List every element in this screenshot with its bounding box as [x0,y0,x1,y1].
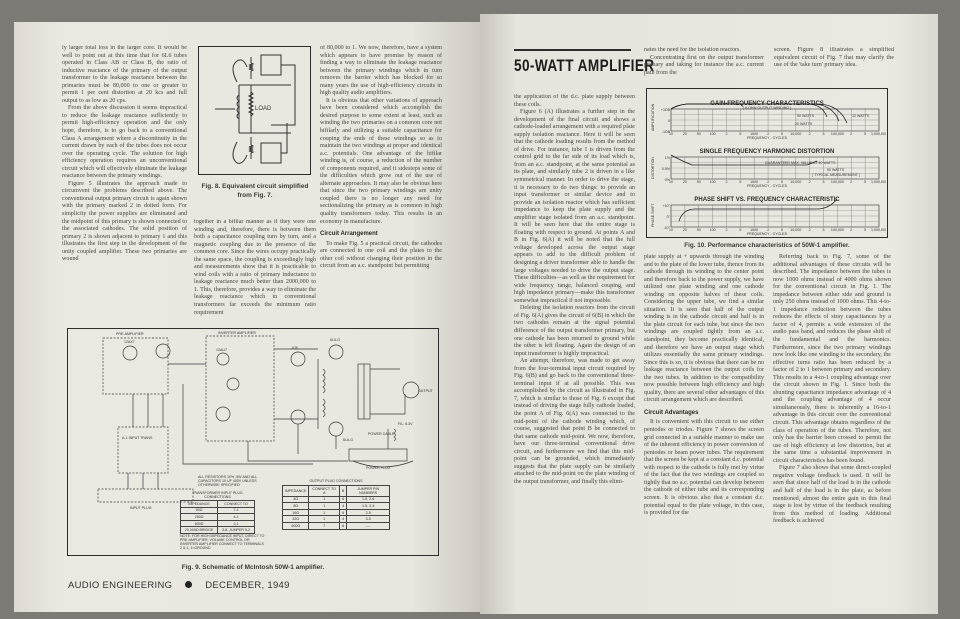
x-tick-label: 50 [696,132,701,136]
table-row [283,503,390,510]
table-header: B [339,486,346,497]
x-tick-label: 2 [767,132,770,136]
cell: 2-5 [347,509,390,516]
fig8-caption: Fig. 8. Equivalent circuit simplified from Fig. 7. [201,183,309,199]
paragraph: Figure 7 also shows that some direct-coupled negative voltage feedback is used. It will be seen that since half of the load is in the cathode and half of the load is in the plate, as before mentioned, almost the entire gain in this final stage is lost by virtue of the feedback resulting from this method of loading. Additional feedback is achieved [773,465,891,525]
table-header: CONNECT TO [218,501,255,508]
label-pre-amplifier: PRE-AMPLIFIER [116,332,144,336]
cell: 6 [339,509,346,516]
x-tick-label: 2 [725,132,728,136]
table-row [283,522,390,529]
table-row [181,520,255,527]
x-tick-label: 5 [739,180,742,184]
chart-title: GAIN-FREQUENCY CHARACTERISTICS [710,101,824,107]
x-axis-label: FREQUENCY - CYCLES [746,136,788,140]
schematic-note: NOTE: FOR HIGH IMPEDANCE INPUT, DIRECT TO PRE-AMPLIFIER, VOLUME CONTROL OR INVERTER AMPLIFIER CONNECT TO TERMINALS 2 & 1, 1=GROUND [180,534,265,550]
x-tick-label: 5 [822,228,825,232]
chart-title: SINGLE FREQUENCY HARMONIC DISTORTION [699,149,835,155]
left-col-3 [320,45,442,322]
y-tick-label: 0 [668,119,670,123]
paragraph: An attempt, therefore, was made to get away from the four-terminal input circuit required by Fig. 6(B) and go back to the conventional three-terminal input if at all possible. This was accomplished by the circuit as illustrated in Fig. 7, which is similar to those of Fig. 6 except that instead of driving the stage fully cathode loaded, the point A of Fig. 6(A) was connected to the mid-point of the cathode winding which, of course, suggested that point B be connected to that same cathode mid-point. We now, therefore, have our three-terminal conventional drive circuit, and furthermore we find that this mid-point can be grounded, which immediately suggests that the plate supply can be similarly attached to the mid-point on the plate winding of the output transformer, and finally this elimi- [514,358,635,485]
y-tick-label: 0° [666,215,670,219]
table-row [283,516,390,523]
table-header: JUMPER PIN NUMBERS [347,486,390,497]
label-input-plug: INPUT PLUG [130,506,152,510]
x-tick-label: 10,000 [790,180,802,184]
paragraph: plate supply at + upwards through the winding and to the plate of the lower tube, thence from its cathode through its winding to the center point and therefore back to the power supply, we have utilized one plate winding and one cathode winding on opposite halves of these coils. Considering the upper tube, we find a similar situation. It is seen that half of the output winding is in the cathode circuit and half is in the plate circuit for each tube, but since the two windings are coupled tightly from an a.c. standpoint, they become practically identical, and therefore we have an output stage which utilizes essentially the same primary windings. Since this is so, it is obvious that there can be no leakage reactance between the output coils for the two tubes. In addition to the compatibility now possible between high efficiency and high quality, there are several other advantages of this circuit arrangement which are described. [644,254,764,404]
x-tick-label: 2 [850,180,853,184]
y-tick-label: -1DB [661,130,670,134]
label-filament: FIL. 6.3V [398,422,413,426]
label-output: OUTPUT [418,389,433,393]
paragraph: screen. Figure 8 illustrates a simplified equivalent circuit of Fig. 7 that may clarify the use of the 'take turn' primary idea. [774,47,894,69]
x-tick-label: 5 [780,180,783,184]
fig10-performance-charts [646,88,888,238]
cell: 3-8, JUMPER 5-2 [218,527,255,534]
x-tick-label: 100 [709,180,716,184]
fig8-circuit-svg [199,47,309,173]
label-power-cable: POWER CABLE [368,432,395,436]
x-tick-label: 2 [767,180,770,184]
x-tick-label: 20 [682,180,687,184]
chart-subtitle: ( 8-OHM OUTPUT WINDING ) [742,106,792,110]
cell: 4Ω [283,496,309,503]
cell: 6 [339,496,346,503]
x-tick-label: 2 [808,132,811,136]
label-tube: 6L6-G [330,338,340,342]
x-tick-label: 10 [669,180,673,184]
curve-label: 12 WATTS [852,114,870,118]
load-label: LOAD [255,106,272,112]
paragraph: It is convenient with this circuit to use either pentodes or triodes. Figure 7 shows the screen grid connected in a suitable manner to make use of the inherent efficiency in power conversion of pentodes or beam power tubes. The requirement that the screen be kept at a constant d.c. potential with respect to the cathode is fully met by virtue of the fact that the two windings are coupled so tightly that no a.c. potential can develop between the cathode of either tube and its corresponding screen. It is obvious also that a constant d.c. potential equal to the plate voltage, in this case, is provided for the [644,419,764,517]
paragraph: Figure 5 illustrates the approach made to circumvent the problems described above. The conventional output primary circuit is again shown with the primary marked 2 in dotted form. For simplicity the power supplies are eliminated and the midpoint of this primary is shown connected to the associated cathodes. The solid position of primary 2 is shown adjacent to primary 1 and this illustrates the first step in the development of the unity coupled amplifier. These two primaries are wound [62,180,187,263]
input-table-title: TRANSFORMER INPUT PLUG CONNECTIONS [192,491,243,499]
cell: 8Ω [283,503,309,510]
cell: 8 [339,522,346,529]
paragraph: of 80,000 to 1. We now, therefore, have a system which appears to have promise by reason of finding a way to eliminate the leakage reactance between the primary windings which in turn removes the barrier which has blocked for so many years the use of high-efficiency circuits in high quality audio amplifiers. [320,45,442,97]
x-tick-label: 5 [780,228,783,232]
y-tick-label: 1% [664,156,670,160]
paragraph: Concentrating first on the output transformer primary and taking for instance the a.c. current path from the [644,54,764,76]
cell: 1-5, 3-4 [347,503,390,510]
cell: 600Ω [283,522,309,529]
x-tick-label: 1000 [750,132,759,136]
label-tube: 12AU7 [216,348,227,352]
x-tick-label: 2 [767,228,770,232]
y-axis-label: PHASE SHIFT [651,203,655,227]
right-col-3 [773,254,891,600]
fig9-caption: Fig. 9. Schematic of McIntosh 50W-1 amplifier. [181,564,325,571]
input-plug-table [180,500,255,534]
table-header: CONNECT TO A [309,486,340,497]
magazine-name: AUDIO ENGINEERING [68,580,173,591]
cell: 1 [309,503,340,510]
paragraph: Figure 6 (A) illustrates a further step in the development of the final circuit and shows a cathode-loaded arrangement with a required plate supply isolation reactance. Here it will be seen that the cathode loading results from the method of drive. For instance, tube 1 is driven from the control grid to the far side of its load which is, from an a.c. standpoint, at the same potential as its plate, and similarly tube 2 is driven in a like symmetrical manner. In order to drive the stage, it is necessary to do two things: to provide an input transformer or similar device and to provide an isolation reactor which has sufficient impedance to keep the plate supply and the amplifier stage isolated from an a.c. standpoint. It will be seen here that the entire stage is floating with respect to ground. At points A and B in Fig. 6(A) it will be noted that the full voltage developed across the output stage appears to add to the difficult problem of designing a driver transformer able to handle the large voltages needed to drive the output stage. These difficulties—as well as the requirement for wide frequency range, balanced couping, and high impedance primary—make this transformer somewhat impractical if not impossible. [514,109,635,304]
y-tick-label: 0% [664,178,670,182]
label-tube: 6L6-G [343,438,353,442]
cell: 1 [309,509,340,516]
x-tick-label: 10 [669,132,673,136]
table-row [283,496,390,503]
paragraph: ly larger total loss in the larger core. It would be well to point out at this time that for 6L6 tubes operated in Class AB or Class B, the ratio of inductive reactance of the primary of the output transformer to the leakage reactance between the primaries must be 80,000 to one or greater to permit 1 per cent distortion at 20 kcs and full output to as low as 20 cps. [62,45,187,104]
x-tick-label: 2 [850,228,853,232]
x-tick-label: 1,000,000 [871,180,886,184]
x-tick-label: 100,000 [830,228,844,232]
cell: 4 [339,503,346,510]
x-tick-label: 100,000 [830,132,844,136]
x-tick-label: 10 [669,228,673,232]
cell: — [347,522,390,529]
issue-date: DECEMBER, 1949 [205,580,290,591]
right-col-2 [644,254,764,600]
curve-label: GUARANTEED MAX. VALUE AT 50 WATTS [765,161,836,165]
x-tick-label: 5 [864,180,867,184]
x-tick-label: 10,000 [790,132,802,136]
bullet-icon [185,581,192,588]
left-col-1 [62,45,187,322]
article-title: 50-WATT AMPLIFIER [514,56,655,75]
x-tick-label: 2 [725,228,728,232]
x-axis-label: FREQUENCY - CYCLES [746,232,788,236]
x-tick-label: 5 [864,132,867,136]
label-inverter-amplifier: INVERTER AMPLIFIER [218,331,256,335]
x-tick-label: 100 [709,132,716,136]
cell: 1 [309,516,340,523]
label-input-trans: A-1 INPUT TRANS. [122,436,154,440]
cell: 7-1 [218,507,255,514]
x-tick-label: 2 [808,228,811,232]
curve-label: 25 WATTS [795,122,813,126]
x-tick-label: 1000 [750,228,759,232]
cell: 16Ω [283,509,309,516]
curve-label: ( TYPICAL MEASUREMENT ) [812,173,861,177]
paragraph: together in a bifilar manner as if they were one winding and, therefore, there is between them both a capacitance coupling turn by turn, and a magnetic coupling due to the presence of the common core. Since the wires occupy practically the same space, the coupling is exceedingly high and measurements show that it is practicable to wind coils with a ratio of primary inductance to leakage reactance much better than 2000,000 to 1. This, therefore, provides a way to eliminate the leakage reactance which in conventional transformers far exceeds the minimum ratio requirement [194,219,316,316]
schematic-note: ALL RESISTORS 10% .5W AND ALL CAPACITORS 10 UF 400V UNLESS OTHERWISE SPECIFIED [198,475,257,487]
fig9-schematic [67,328,439,556]
x-tick-label: 100 [709,228,716,232]
paragraph: It is obvious that other variations of approach have been considered which accomplish the desired purpose to some extent at least, such as winding the two primaries on a common core not bifilarly and utilizing a suitable capacitance for couping the ends of these windings so as to maintain the two windings at proper and identical a.c. potentials. One advantage of the bifilar winding is, of course, a reduction of the number of components required, and it sidesteps some of the difficulties which grow out of the use of alternate approaches. It may also be obvious here that since the two primary windings are unity coupled there is no longer any need for sectionalizing the primary as is common in high quality transformers today. This results in an economy in manufacture. [320,97,442,225]
x-tick-label: 5 [739,132,742,136]
label-tube: 12AX7 [124,340,135,344]
table-row [181,507,255,514]
x-tick-label: 20 [682,132,687,136]
x-tick-label: 5 [822,132,825,136]
curve-label: 50 WATTS [827,168,845,172]
fig10-svg [647,89,886,236]
paragraph: the application of the d.c. plate supply between these coils. [514,94,635,108]
x-tick-label: 50 [696,228,701,232]
cell: 3-5 [347,516,390,523]
cell: 250Ω [181,514,218,521]
left-page [14,22,480,612]
cell: 4-1 [218,514,255,521]
x-tick-label: 1,000,000 [871,228,886,232]
fig8-circuit-diagram [198,46,311,175]
page-footer [68,580,290,591]
x-tick-label: 2 [725,180,728,184]
paragraph: nates the need for the isolation reactors. [644,47,741,53]
y-tick-label: +10° [662,204,670,208]
y-axis-label: AMPLIFICATION [651,103,655,131]
label-tube: 6J5 [292,346,298,350]
x-tick-label: 100,000 [830,180,844,184]
cell: 1-5, 2-6 [347,496,390,503]
section-heading: Circuit Advantages [644,409,699,416]
left-col-2 [194,219,316,322]
paragraph: Deleting the isolation reactors from the circuit of Fig. 6(A) gives the circuit of 6(B) in which the two cathodes remain at the signal potential difference of the output transformer primary, but one cathode has been returned to ground while the other is left floating. Again the design of an input transformer is highly impractical. [514,305,635,357]
x-axis-label: FREQUENCY - CYCLES [746,184,788,188]
x-tick-label: 5 [739,228,742,232]
cell: 4 [339,516,346,523]
right-page [480,14,938,614]
cell: 2-1 [218,520,255,527]
y-axis-label: DISTORTION [651,156,655,179]
x-tick-label: 2 [808,180,811,184]
x-tick-label: 5 [780,132,783,136]
cell: 20,000Ω BRIDGE [181,527,218,534]
x-tick-label: 10,000 [790,228,802,232]
paragraph: From the above discussion it seems impractical to reduce the leakage reactance sufficiently to permit high-efficiency operation and the only hope, therefore, is to go back to a conventional Class A arrangement where a discontinuity in the current drawn by each of the tubes does not occur over the operating cycle. The solution for high efficiency operation requires an unconventional circuit which will effectively eliminate the leakage reactance between the primary windings. [62,105,187,180]
x-tick-label: 5 [822,180,825,184]
right-col-2-top [644,47,764,79]
cell: 600Ω [181,520,218,527]
x-tick-label: 1000 [750,180,759,184]
y-tick-label: 0.5% [661,167,670,171]
cell: 1 [309,496,340,503]
table-header: IMPEDANCE [283,486,309,497]
curve-label: 50 WATTS [797,114,815,118]
chart-title: PHASE SHIFT VS. FREQUENCY CHARACTERISTIC [694,197,840,203]
table-row [181,527,255,534]
y-tick-label: -10° [663,226,670,230]
table-row [181,514,255,521]
cell: 7 [309,522,340,529]
cell: 32Ω [283,516,309,523]
x-tick-label: 20 [682,228,687,232]
right-col-3-top [774,47,894,79]
x-tick-label: 5 [864,228,867,232]
section-heading: Circuit Arrangement [320,231,378,238]
x-tick-label: 50 [696,180,701,184]
fig10-caption: Fig. 10. Performance characteristics of 50W-1 amplifier. [684,242,850,249]
x-tick-label: 1,000,000 [871,132,886,136]
table-row [283,509,390,516]
cell: 50Ω [181,507,218,514]
right-col-1 [514,94,635,600]
x-tick-label: 2 [850,132,853,136]
y-tick-label: +1DB [660,108,670,112]
paragraph: Referring back to Fig. 7, some of the additional advantages of these circuits will be described. The impedance between the tubes is now 1000 ohms instead of 4000 ohms shown for the conventional circuit in Fig. 1. The impedance between either side and ground is only 250 ohms instead of 1000 ohms. This 4-to-1 impedance reduction between the tubes reduces the effects of stray capacitances by a factor of 4, permits a wide extension of the audio pass band, and reduces the phase shift of the fundamental and the harmonics. Furthermore, since the two primary windings now look like one winding to the secondary, the effective turns ratio has been reduced by a factor of 2 to 1 between primary and secondary. This results in a 4-to-1 coupling advantage over the circuit shown in Fig. 1. Since both the shunting capacitance impedance advantage of 4 and the coupling advantage of 4 occur simultaneously, there is inherently a 16-to-1 advantage in this circuit over the conventional circuit. This advantage obtains regardless of the class of operation of the tubes. Therefore, not only has the barrier been crossed to permit the use of high efficiency at low distortion, but at the same time a substantial improvement in circuit characteristics has been found. [773,254,891,464]
table-header: IMPEDANCE [181,501,218,508]
output-table-title: OUTPUT PLUG CONNECTIONS [309,479,363,483]
title-rule [514,49,631,51]
output-plug-table [282,485,390,530]
label-power-plug: POWER PLUG [366,466,391,470]
paragraph: To make Fig. 5 a practical circuit, the cathodes are connected to one coil and the plates to the other coil without changing their position in the circuit from an a.c. standpoint but permitting [320,240,442,270]
